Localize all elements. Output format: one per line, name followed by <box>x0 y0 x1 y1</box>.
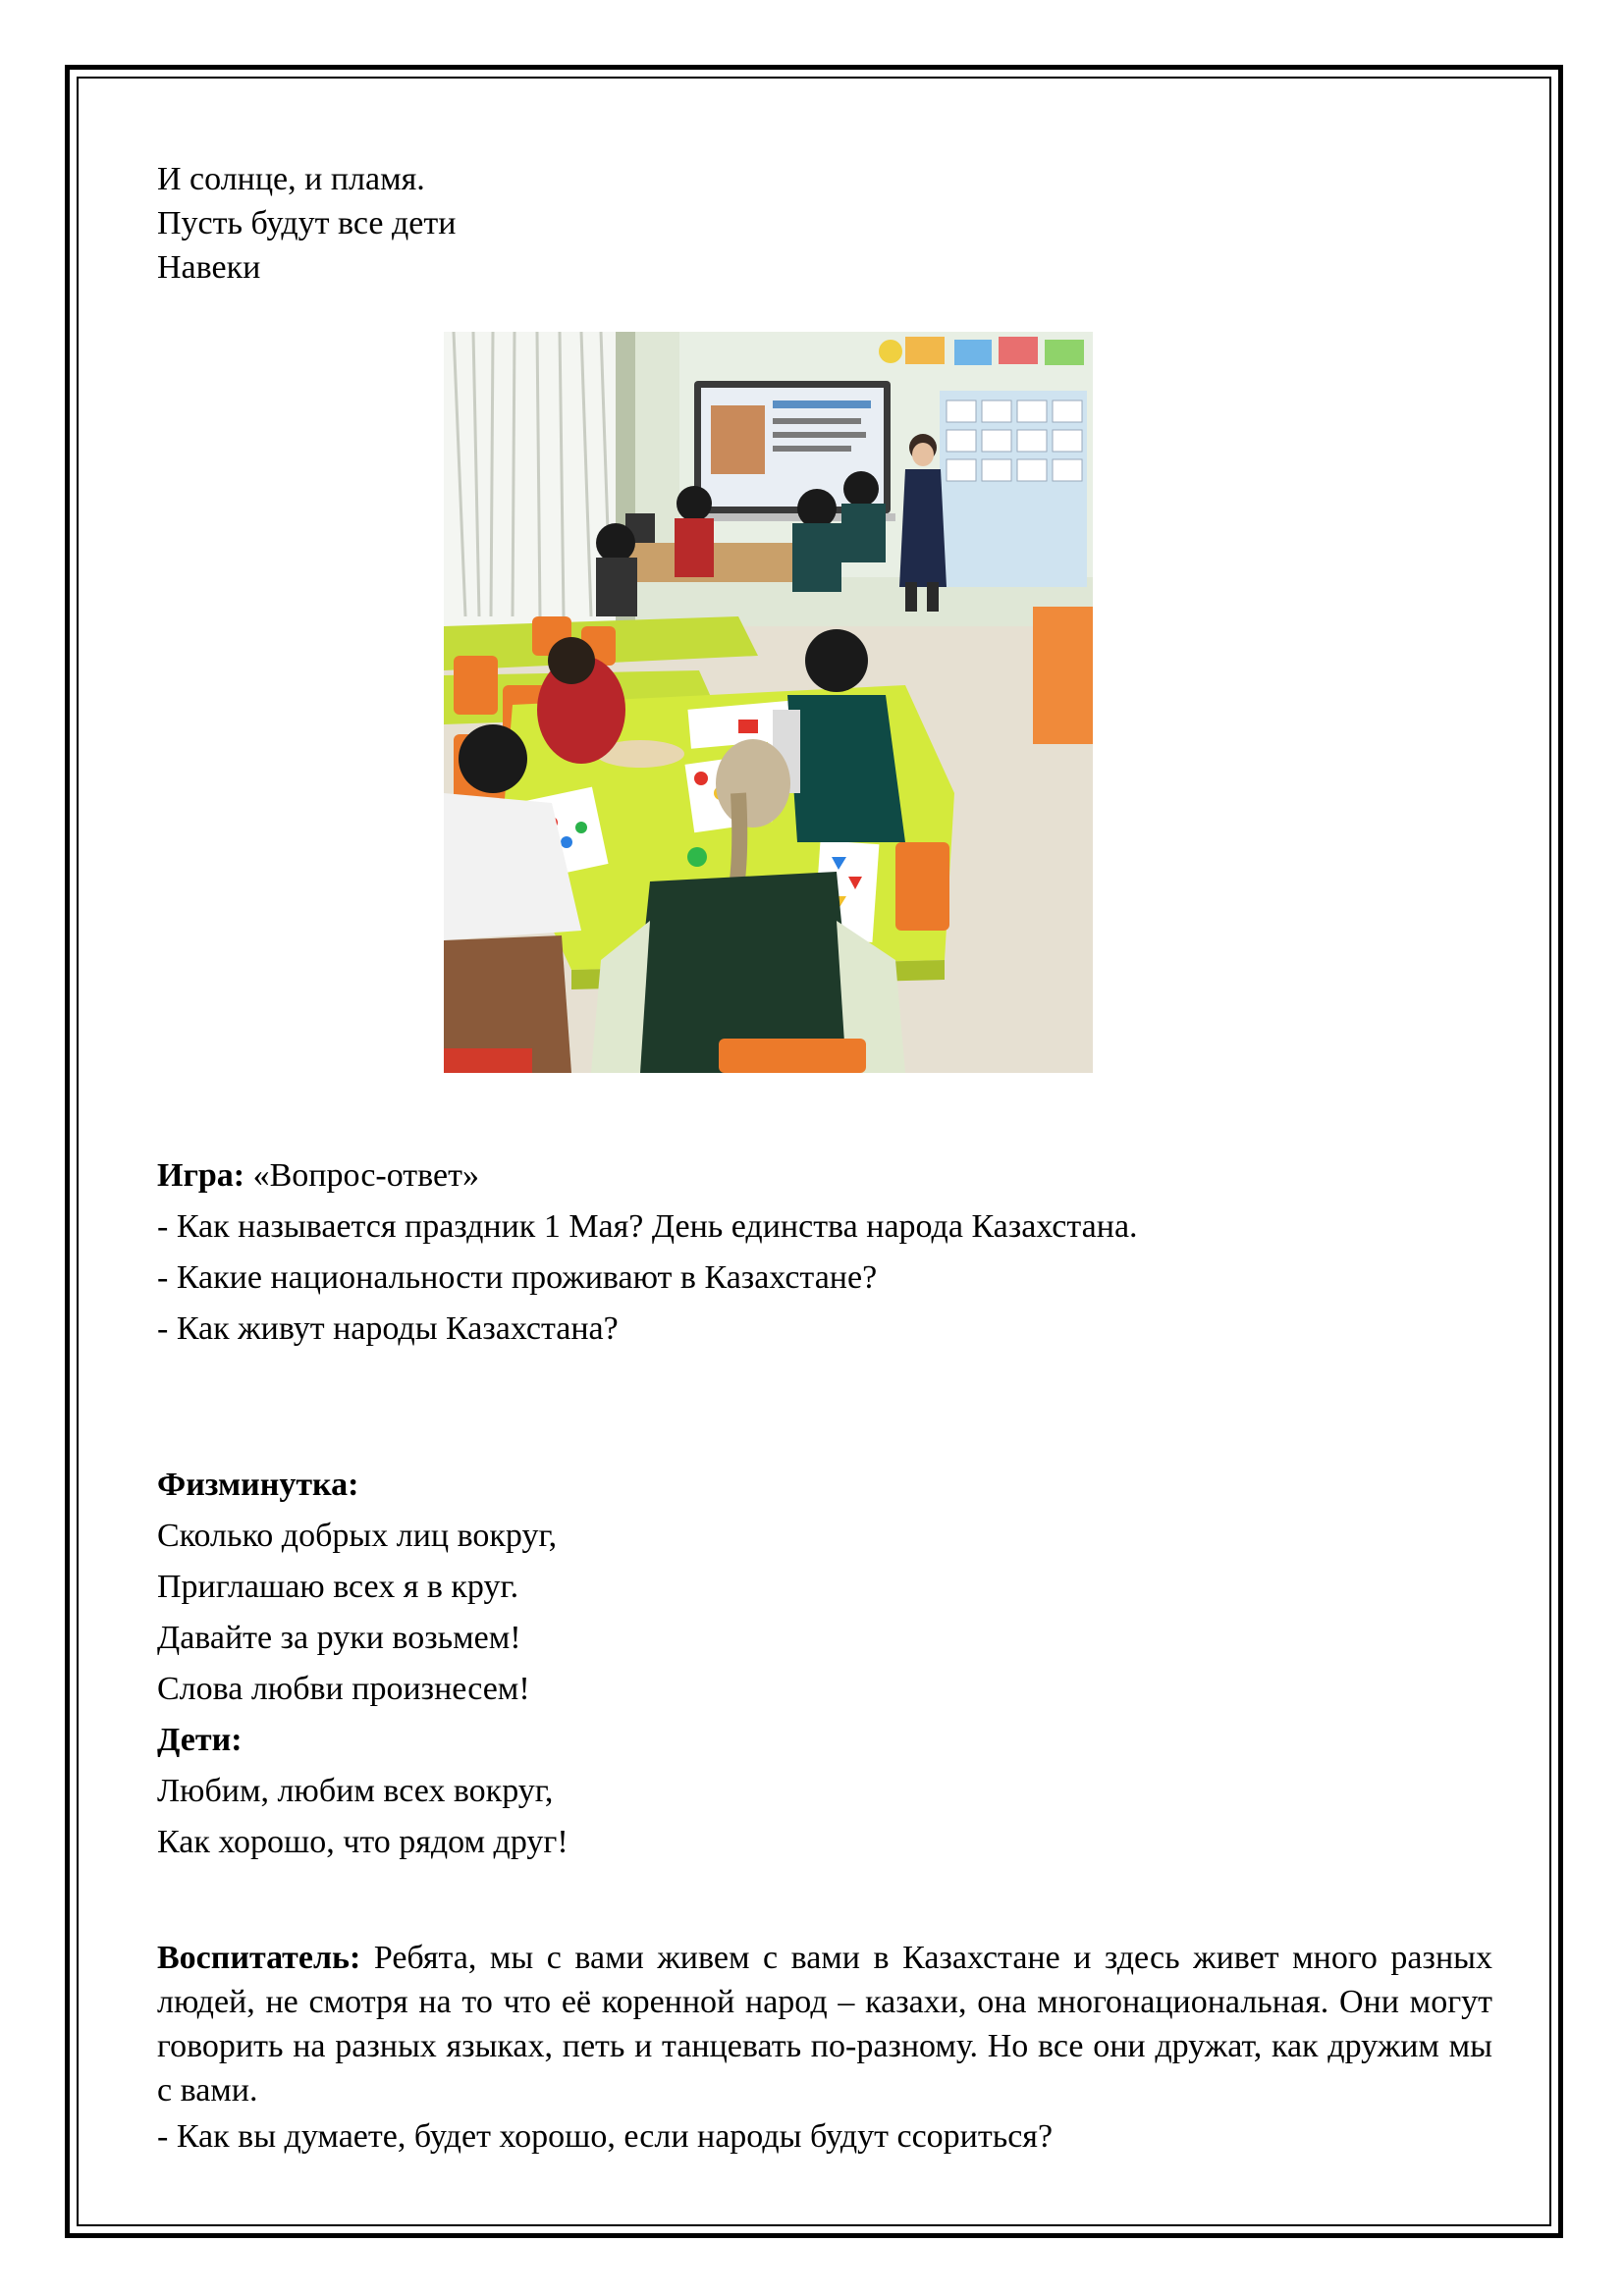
fizminutka-line: Слова любви произнесем! <box>157 1671 530 1707</box>
game-heading <box>157 1156 479 1196</box>
children-label: Дети: <box>157 1722 243 1758</box>
poem-line: И солнце, и пламя. <box>157 161 425 197</box>
game-question: - Какие национальности проживают в Казахстане? <box>157 1259 878 1296</box>
teacher-label: Воспитатель: <box>157 1940 361 1976</box>
fizminutka-heading <box>157 1466 358 1505</box>
fizminutka-line: Давайте за руки возьмем! <box>157 1620 521 1656</box>
children-line: Любим, любим всех вокруг, <box>157 1773 554 1809</box>
children-line: Как хорошо, что рядом друг! <box>157 1824 568 1860</box>
teacher-text: Ребята, мы с вами живем с вами в Казахстане и здесь живет много разных людей, не смотря на то что её коренной народ – казахи, она многонациональная. Они могут говорить на разных языках, петь и танцевать по-разному. Но все они дружат, как дружим мы с вами. <box>157 1940 1492 2109</box>
teacher-paragraph <box>157 1936 1492 2112</box>
poem-line: Пусть будут все дети <box>157 205 457 241</box>
poem-line: Навеки <box>157 249 261 286</box>
teacher-question: - Как вы думаете, будет хорошо, если народы будут ссориться? <box>157 2118 1054 2155</box>
fizminutka-line: Приглашаю всех я в круг. <box>157 1569 519 1605</box>
fizminutka-line: Сколько добрых лиц вокруг, <box>157 1518 558 1554</box>
poem-top <box>157 157 1492 290</box>
children-heading <box>157 1721 243 1760</box>
classroom-photo <box>444 332 1093 1073</box>
game-question: - Как живут народы Казахстана? <box>157 1310 619 1347</box>
game-label: Игра: <box>157 1157 245 1194</box>
game-title: «Вопрос-ответ» <box>244 1157 479 1194</box>
fizminutka-label: Физминутка: <box>157 1467 359 1503</box>
game-question: - Как называется праздник 1 Мая? День единства народа Казахстана. <box>157 1208 1138 1245</box>
